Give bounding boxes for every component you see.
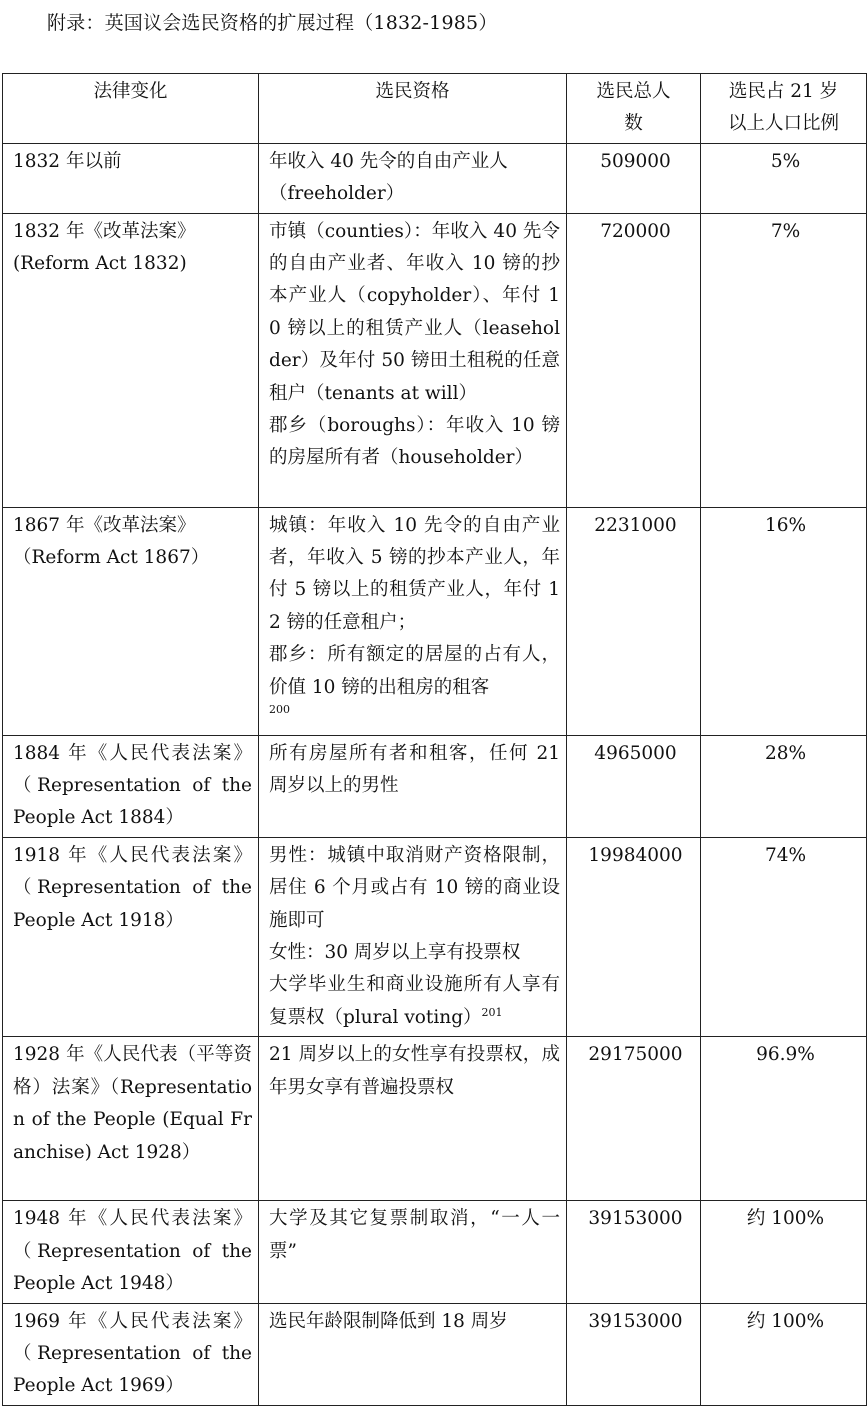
voter-ratio-cell: 96.9% (701, 1037, 867, 1201)
total-voters-cell: 509000 (567, 143, 701, 213)
page-title: 附录：英国议会选民资格的扩展过程（1832-1985） (47, 12, 498, 34)
table-row (3, 735, 867, 837)
table-row (3, 213, 867, 507)
total-voters-cell: 2231000 (567, 507, 701, 735)
voter-ratio-cell: 5% (701, 143, 867, 213)
qualification-cell: 城镇：年收入 10 先令的自由产业者，年收入 5 镑的抄本产业人，年付 5 镑以上的租赁产业人，年付 12 镑的任意租户； 郡乡：所有额定的居屋的占有人，价值 10 镑的出租房的租客 200 (259, 507, 567, 735)
header-qualification: 选民资格 (259, 74, 567, 144)
table-row (3, 1201, 867, 1303)
total-voters-cell: 4965000 (567, 735, 701, 837)
table-row (3, 507, 867, 735)
qualification-cell: 21 周岁以上的女性享有投票权，成年男女享有普遍投票权 (259, 1037, 567, 1201)
qualification-cell: 市镇（counties）：年收入 40 先令的自由产业者、年收入 10 镑的抄本产业人（copyholder）、年付 10 镑以上的租赁产业人（leaseholder）及年付 50 镑田土租税的任意租户（tenants at will） 郡乡（boroughs）：年收入 10 镑的房屋所有者（householder） (259, 213, 567, 507)
law-cell: 1832 年以前 (3, 143, 259, 213)
law-cell: 1969 年《人民代表法案》（Representation of the People Act 1969） (3, 1303, 259, 1405)
header-total-voters: 选民总人 数 (567, 74, 701, 144)
table-row (3, 1037, 867, 1201)
law-cell: 1884 年《人民代表法案》（Representation of the People Act 1884） (3, 735, 259, 837)
table-row (3, 143, 867, 213)
law-cell: 1948 年《人民代表法案》（Representation of the People Act 1948） (3, 1201, 259, 1303)
table-header-row (3, 74, 867, 144)
voter-ratio-cell: 约 100% (701, 1303, 867, 1405)
total-voters-cell: 39153000 (567, 1201, 701, 1303)
qualification-cell: 选民年龄限制降低到 18 周岁 (259, 1303, 567, 1405)
voter-ratio-cell: 74% (701, 837, 867, 1036)
qualification-cell: 年收入 40 先令的自由产业人 （freeholder） (259, 143, 567, 213)
qualification-cell: 大学及其它复票制取消，“一人一票” (259, 1201, 567, 1303)
law-cell: 1928 年《人民代表（平等资格）法案》（Representation of the People (Equal Franchise) Act 1928） (3, 1037, 259, 1201)
law-cell: 1867 年《改革法案》 （Reform Act 1867） (3, 507, 259, 735)
franchise-table (2, 73, 867, 1406)
qualification-cell: 所有房屋所有者和租客，任何 21 周岁以上的男性 (259, 735, 567, 837)
voter-ratio-cell: 7% (701, 213, 867, 507)
header-law: 法律变化 (3, 74, 259, 144)
table-row (3, 1303, 867, 1405)
qualification-cell: 男性：城镇中取消财产资格限制，居住 6 个月或占有 10 镑的商业设施即可 女性：30 周岁以上享有投票权 大学毕业生和商业设施所有人享有复票权（plural voting）$^{201}$ (259, 837, 567, 1036)
total-voters-cell: 720000 (567, 213, 701, 507)
footnote-marker: 200 (269, 703, 290, 717)
footnote-marker: 201 (481, 1005, 503, 1019)
total-voters-cell: 19984000 (567, 837, 701, 1036)
total-voters-cell: 29175000 (567, 1037, 701, 1201)
table-row (3, 837, 867, 1036)
header-voter-ratio: 选民占 21 岁 以上人口比例 (701, 74, 867, 144)
voter-ratio-cell: 28% (701, 735, 867, 837)
total-voters-cell: 39153000 (567, 1303, 701, 1405)
law-cell: 1918 年《人民代表法案》（Representation of the People Act 1918） (3, 837, 259, 1036)
voter-ratio-cell: 16% (701, 507, 867, 735)
voter-ratio-cell: 约 100% (701, 1201, 867, 1303)
law-cell: 1832 年《改革法案》 (Reform Act 1832) (3, 213, 259, 507)
